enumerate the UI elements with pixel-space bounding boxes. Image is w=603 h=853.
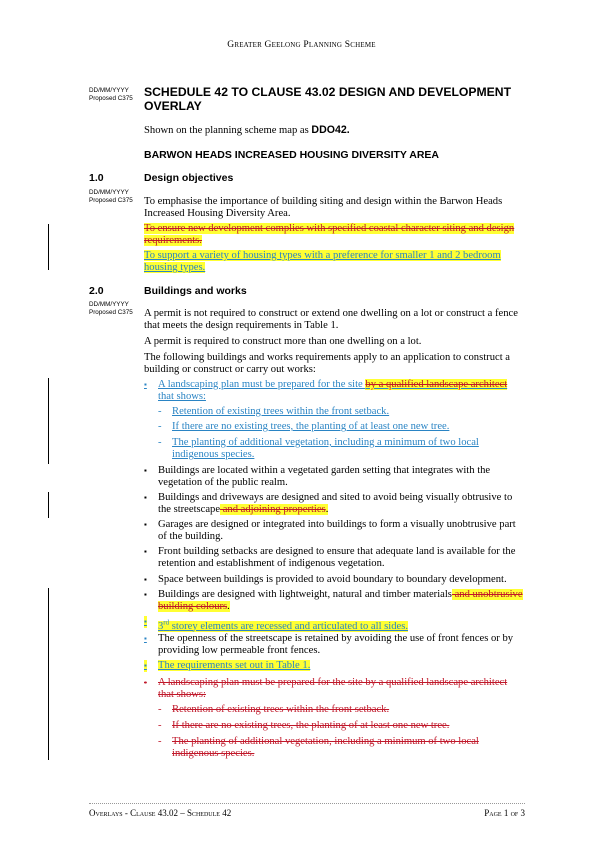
objective-2-deleted: To ensure new development complies with specified coastal character siting and design requirements. (144, 223, 515, 247)
dash-marker: - (158, 704, 162, 715)
bullet-marker: ▪ (144, 660, 147, 672)
schedule-title: SCHEDULE 42 TO CLAUSE 43.02 DESIGN AND DEVELOPMENT OVERLAY (144, 85, 512, 113)
section-2-tag: DD/MM/YYYY Proposed C375 (89, 301, 133, 316)
bullet-garages: ▪ Garages are designed or integrated into buildings to form a visually unobtrusive part of the building. (144, 519, 516, 543)
dash-marker: - (158, 437, 162, 448)
date-tag: DD/MM/YYYY Proposed C375 (89, 87, 133, 102)
dash-marker: - (158, 736, 162, 747)
objective-3-inserted: To support a variety of housing types with a preference for smaller 1 and 2 bedroom housing types. (144, 250, 501, 274)
section-1-number: 1.0 (89, 172, 104, 184)
objective-1: To emphasise the importance of building siting and design within the Barwon Heads Increased Housing Diversity Area. (144, 196, 503, 220)
sub-bullet-inserted: - If there are no existing trees, the planting of at least one new tree. (158, 421, 450, 432)
dash-marker: - (158, 421, 162, 432)
sub-bullet-deleted: - Retention of existing trees within the front setback. (158, 704, 390, 715)
bullet-space-between: ▪ Space between buildings is provided to avoid boundary to boundary development. (144, 574, 507, 585)
bullet-marker: ▪ (144, 520, 147, 529)
sub-bullet-inserted: - Retention of existing trees within the front setback. (158, 406, 390, 417)
section-1-tag: DD/MM/YYYY Proposed C375 (89, 189, 133, 204)
footer-page-number: Page 1 of 3 (484, 808, 525, 818)
bullet-landscaping-deleted: ▪ A landscaping plan must be prepared for the site by a qualified landscape architect that shows: (144, 677, 508, 701)
bullet-marker: ▪ (144, 634, 147, 643)
dash-marker: - (158, 720, 162, 731)
section-2-heading: Buildings and works (144, 285, 247, 297)
change-bar (48, 378, 49, 464)
permit-paragraph-2: A permit is required to construct more than one dwelling on a lot. (144, 336, 422, 347)
bullet-marker: ▪ (144, 590, 147, 599)
permit-paragraph-1: A permit is not required to construct or extend one dwelling on a lot or construct a fence that meets the design requirements in Table 1. (144, 308, 518, 332)
bullet-driveways: ▪ Buildings and driveways are designed and sited to avoid being visually obtrusive to the streetscape and adjoining properties. (144, 492, 513, 516)
bullet-marker: ▪ (144, 466, 147, 475)
requirements-intro: The following buildings and works requirements apply to an application to construct a building or construct or carry out works: (144, 352, 510, 376)
bullet-table-1-inserted: ▪ The requirements set out in Table 1. (144, 660, 311, 671)
bullet-vegetated-setting: ▪ Buildings are located within a vegetated garden setting that integrates with the vegetation of the public realm. (144, 465, 491, 489)
bullet-marker: ▪ (144, 678, 147, 687)
change-bar (48, 492, 49, 518)
map-reference: Shown on the planning scheme map as DDO42. (144, 124, 350, 136)
bullet-marker: ▪ (144, 575, 147, 584)
running-header: Greater Geelong Planning Scheme (227, 40, 376, 50)
section-1-heading: Design objectives (144, 172, 234, 184)
bullet-marker: ▪ (144, 380, 147, 389)
change-bar (48, 588, 49, 760)
bullet-setbacks: ▪ Front building setbacks are designed to ensure that adequate land is available for the retention and establishment of indigenous vegetation. (144, 546, 516, 570)
bullet-third-storey-inserted: ▪ 3rd storey elements are recessed and articulated to all sides. (144, 617, 408, 632)
dash-marker: - (158, 406, 162, 417)
bullet-marker: ▪ (144, 616, 147, 628)
sub-bullet-inserted: - The planting of additional vegetation, including a minimum of two local indigenous species. (158, 437, 479, 461)
bullet-materials: ▪ Buildings are designed with lightweight, natural and timber materials and unobtrusive building colours. (144, 589, 523, 613)
bullet-marker: ▪ (144, 493, 147, 502)
sub-bullet-deleted: - If there are no existing trees, the planting of at least one new tree. (158, 720, 450, 731)
area-title: BARWON HEADS INCREASED HOUSING DIVERSITY AREA (144, 149, 440, 161)
section-2-number: 2.0 (89, 285, 104, 297)
change-bar (48, 224, 49, 270)
footer-left: Overlays - Clause 43.02 – Schedule 42 (89, 808, 232, 818)
footer-rule (89, 803, 525, 804)
sub-bullet-deleted: - The planting of additional vegetation, including a minimum of two local indigenous species. (158, 736, 479, 760)
bullet-landscaping-inserted: ▪ A landscaping plan must be prepared for the site by a qualified landscape architect that shows: (144, 379, 508, 403)
bullet-marker: ▪ (144, 547, 147, 556)
bullet-front-fences: ▪ The openness of the streetscape is retained by avoiding the use of front fences or by providing low permeable front fences. (144, 633, 514, 657)
